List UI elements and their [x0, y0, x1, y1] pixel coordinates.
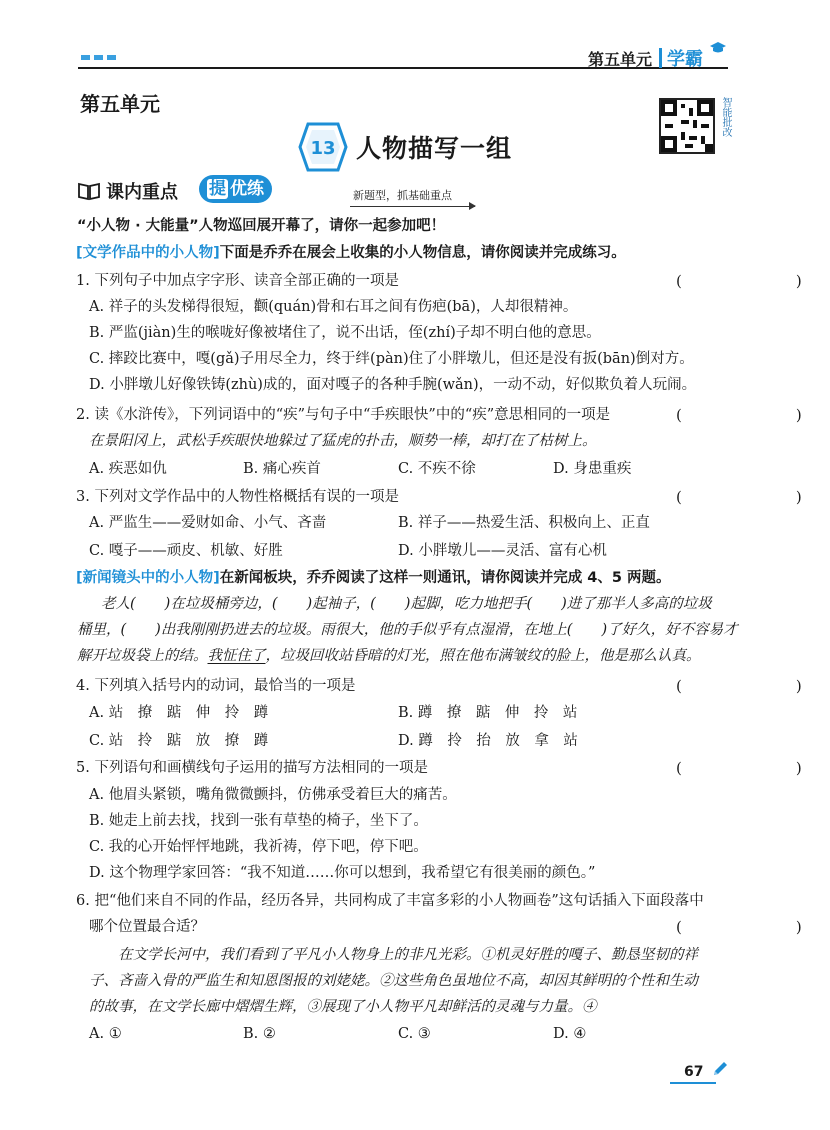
news-line-3-start: 解开垃圾袋上的结。: [77, 648, 208, 664]
graduation-cap-icon: [709, 42, 727, 54]
q4-option-c[interactable]: C. 站 拎 踮 放 撩 蹲: [89, 733, 269, 749]
q6-option-a[interactable]: A. ①: [89, 1026, 122, 1042]
q2-option-b[interactable]: B. 痛心疾首: [243, 461, 321, 477]
q5-answer-paren[interactable]: ( ): [676, 759, 830, 777]
section-badge-rest: 优练: [230, 179, 264, 199]
news-line-1: 老人( )在垃圾桶旁边，( )起袖子，( )起脚，吃力地把手( )进了那半人多高的垃圾: [101, 596, 712, 612]
q1-option-a[interactable]: A. 祥子的头发梯得很短，颧(quán)骨和右耳之间有伤疤(bā)，人却很精神。: [89, 299, 578, 315]
q6-option-c[interactable]: C. ③: [398, 1026, 431, 1042]
q6-paragraph-line-1: 在文学长河中，我们看到了平凡小人物身上的非凡光彩。①机灵好胜的嘎子、勤恳坚韧的祥: [118, 947, 698, 963]
q5-option-c[interactable]: C. 我的心开始怦怦地跳，我祈祷，停下吧，停下吧。: [89, 839, 428, 855]
q6-option-b[interactable]: B. ②: [243, 1026, 276, 1042]
part2-tag: [新闻镜头中的小人物]: [76, 570, 220, 586]
q3-option-c[interactable]: C. 嘎子——顽皮、机敏、好胜: [89, 543, 283, 559]
page-number: 67: [684, 1064, 704, 1080]
q2-quote: 在景阳冈上，武松手疾眼快地躲过了猛虎的扑击，顺势一棒，却打在了枯树上。: [89, 433, 597, 449]
q3-stem: 3. 下列对文学作品中的人物性格概括有误的一项是: [76, 489, 399, 505]
q1-option-d[interactable]: D. 小胖墩儿好像铁铸(zhù)成的，面对嘎子的各种手腕(wǎn)，一动不动，好似欺负着人玩闹。: [89, 377, 697, 393]
q1-option-c[interactable]: C. 摔跤比赛中，嘎(gǎ)子用尽全力，终于绊(pàn)住了小胖墩儿，但还是没有扳(bān)倒对方。: [89, 351, 694, 367]
section-subtitle: 新题型，抓基础重点: [353, 189, 452, 202]
q6-answer-paren[interactable]: ( ): [676, 918, 830, 936]
section-arrow: [350, 201, 475, 207]
q6-paragraph-line-3: 的故事，在文学长廊中熠熠生辉，③展现了小人物平凡却鲜活的灵魂与力量。④: [89, 999, 597, 1015]
q1-stem: 1. 下列句子中加点字字形、读音全部正确的一项是: [76, 273, 399, 289]
section-badge-first: 提: [209, 179, 226, 199]
news-underlined-sentence: 我怔住了: [207, 648, 266, 664]
q2-option-a[interactable]: A. 疾恶如仇: [89, 461, 167, 477]
q3-option-a[interactable]: A. 严监生——爱财如命、小气、吝啬: [89, 515, 327, 531]
part2-heading: [76, 568, 671, 588]
q3-option-d[interactable]: D. 小胖墩儿——灵活、富有心机: [398, 543, 607, 559]
lesson-title: 人物描写一组: [356, 134, 513, 163]
part1-heading: [76, 243, 626, 263]
header-separator: [659, 48, 662, 68]
open-book-icon: [77, 181, 101, 201]
news-line-3-end: ，垃圾回收站昏暗的灯光，照在他布满皱纹的脸上，他是那么认真。: [265, 648, 701, 664]
q3-answer-paren[interactable]: ( ): [676, 488, 830, 506]
lesson-number-badge: [298, 122, 348, 172]
q5-option-b[interactable]: B. 她走上前去找，找到一张有草垫的椅子，坐下了。: [89, 813, 428, 829]
q4-option-b[interactable]: B. 蹲 撩 踮 伸 拎 站: [398, 705, 578, 721]
q4-answer-paren[interactable]: ( ): [676, 677, 830, 695]
intro-text: “小人物 · 大能量”人物巡回展开幕了，请你一起参加吧！: [77, 218, 446, 234]
qr-code[interactable]: [659, 98, 715, 154]
part2-text: 在新闻板块，乔乔阅读了这样一则通讯，请你阅读并完成 4、5 两题。: [219, 570, 671, 586]
page-number-rule: [670, 1082, 716, 1084]
pencil-icon: [711, 1060, 729, 1078]
q4-stem: 4. 下列填入括号内的动词，最恰当的一项是: [76, 678, 356, 694]
header-decoration: [81, 55, 116, 60]
q5-stem: 5. 下列语句和画横线句子运用的描写方法相同的一项是: [76, 760, 428, 776]
q5-option-a[interactable]: A. 他眉头紧锁，嘴角微微颤抖，仿佛承受着巨大的痛苦。: [89, 787, 457, 803]
q6-paragraph-line-2: 子、吝啬入骨的严监生和知恩图报的刘姥姥。②这些角色虽地位不高，却因其鲜明的个性和生动: [89, 973, 698, 989]
qr-label: 智能批改: [720, 97, 731, 137]
q6-stem-line-2: 哪个位置最合适？: [89, 919, 205, 935]
part1-text: 下面是乔乔在展会上收集的小人物信息，请你阅读并完成练习。: [219, 245, 626, 261]
part1-tag: [文学作品中的小人物]: [76, 245, 220, 261]
qr-code-image: [661, 100, 713, 152]
q2-option-c[interactable]: C. 不疾不徐: [398, 461, 476, 477]
q1-answer-paren[interactable]: ( ): [676, 272, 830, 290]
brand-logo: 学霸: [667, 49, 703, 70]
q5-option-d[interactable]: D. 这个物理学家回答：“我不知道……你可以想到，我希望它有很美丽的颜色。”: [89, 865, 596, 881]
section-badge: [199, 175, 272, 203]
q2-option-d[interactable]: D. 身患重疾: [553, 461, 632, 477]
section-title: 课内重点: [106, 182, 178, 203]
q2-answer-paren[interactable]: ( ): [676, 406, 830, 424]
news-line-3: [77, 646, 701, 666]
news-line-2: 桶里，( )出我刚刚扔进去的垃圾。雨很大，他的手似乎有点湿滑，在地上( )了好久，好不容易才: [77, 622, 738, 638]
lesson-number: 13: [310, 138, 336, 159]
header-unit-label: 第五单元: [587, 50, 652, 69]
q4-option-d[interactable]: D. 蹲 拎 抬 放 拿 站: [398, 733, 578, 749]
q6-stem-line-1: 6. 把“他们来自不同的作品，经历各异，共同构成了丰富多彩的小人物画卷”这句话插入下面段落中: [76, 893, 704, 909]
q3-option-b[interactable]: B. 祥子——热爱生活、积极向上、正直: [398, 515, 650, 531]
q6-option-d[interactable]: D. ④: [553, 1026, 587, 1042]
unit-title: 第五单元: [80, 92, 160, 116]
q1-option-b[interactable]: B. 严监(jiàn)生的喉咙好像被堵住了，说不出话，侄(zhí)子却不明白他的意思。: [89, 325, 601, 341]
q2-stem: 2. 读《水浒传》，下列词语中的“疾”与句子中“手疾眼快”中的“疾”意思相同的一项是: [76, 407, 611, 423]
q4-option-a[interactable]: A. 站 撩 踮 伸 拎 蹲: [89, 705, 269, 721]
